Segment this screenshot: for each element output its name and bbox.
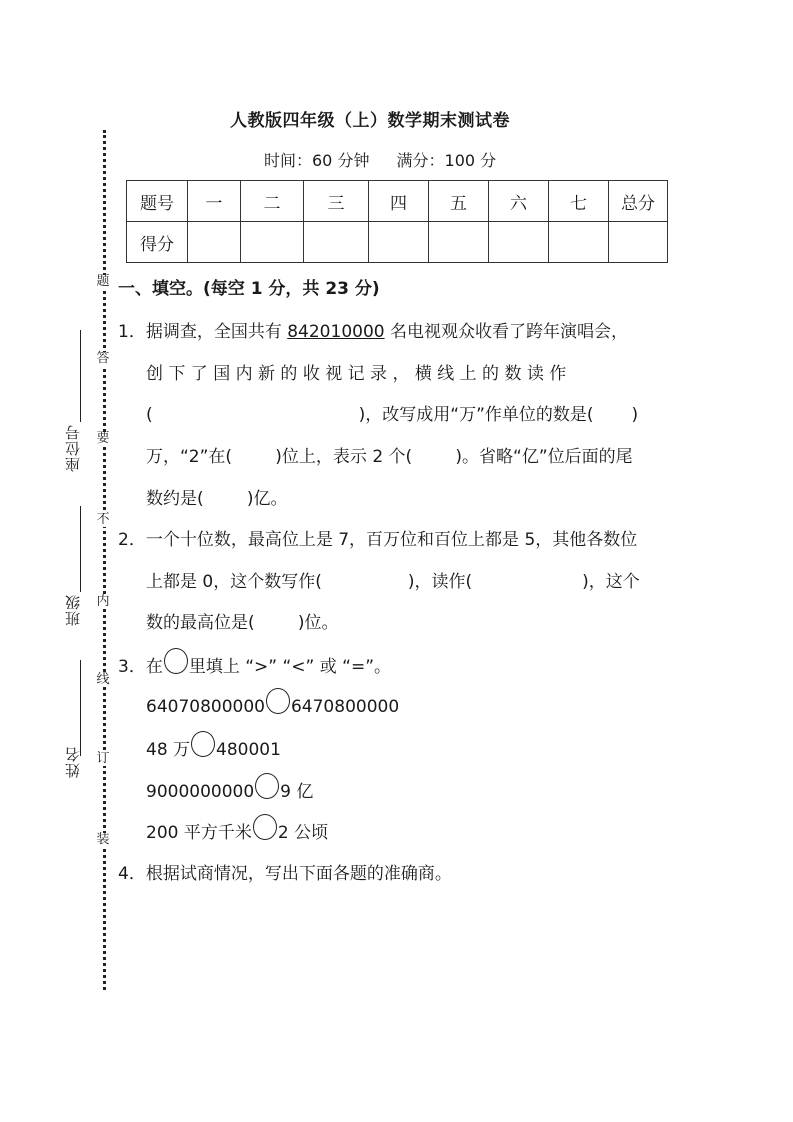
score-table-header-row — [127, 181, 668, 222]
compare-right: 2 公顷 — [277, 823, 329, 843]
score-cell[interactable] — [369, 222, 429, 263]
q2-line-1: 2．一个十位数，最高位上是 7，百万位和百位上都是 5，其他各数位 — [118, 530, 638, 550]
score-cell[interactable] — [429, 222, 489, 263]
page-title: 人教版四年级（上）数学期末测试卷 — [230, 111, 510, 131]
compare-row — [146, 735, 281, 763]
compare-right: 480001 — [216, 740, 281, 760]
q1-text: )，改写成用“万”作单位的数是( — [358, 405, 594, 425]
section-heading: 一、填空。(每空 1 分，共 23 分) — [118, 279, 380, 299]
compare-left: 64070800000 — [146, 697, 265, 717]
q4-line-1: 4．根据试商情况，写出下面各题的准确商。 — [118, 864, 452, 884]
compare-row — [146, 694, 399, 720]
exam-info — [264, 148, 518, 171]
q1-line-2: 创 下 了 国 内 新 的 收 视 记 录 ， 横 线 上 的 数 读 作 — [146, 364, 567, 384]
q2-line-2 — [146, 567, 640, 592]
q1-text: 1．据调查，全国共有 — [118, 322, 288, 342]
q1-number: 842010000 — [287, 322, 385, 342]
seat-number-label: 座位号 — [64, 424, 82, 472]
q2-text: 上都是 0，这个数写作( — [146, 572, 322, 592]
col-4: 四 — [369, 181, 429, 222]
compare-left: 48 万 — [146, 740, 191, 760]
name-label: 姓名 — [64, 746, 82, 778]
col-3: 三 — [304, 181, 369, 222]
q2-text: )，这个 — [582, 572, 640, 592]
col-5: 五 — [429, 181, 489, 222]
margin-char-4: 不 — [96, 512, 110, 527]
compare-circle[interactable] — [255, 773, 279, 799]
col-6: 六 — [489, 181, 549, 222]
score-cell[interactable] — [188, 222, 241, 263]
class-label: 班级 — [64, 594, 82, 626]
exam-full-score: 满分：100 分 — [396, 151, 497, 170]
row-label-question-number: 题号 — [127, 181, 188, 222]
col-2: 二 — [241, 181, 304, 222]
exam-time: 时间：60 分钟 — [264, 151, 370, 170]
margin-char-6: 线 — [96, 672, 110, 687]
row-label-score: 得分 — [127, 222, 188, 263]
q3-text: 里填上 “>” “<” 或 “=”。 — [188, 657, 392, 677]
compare-right: 9 亿 — [280, 782, 314, 802]
q1-paren: ) — [631, 405, 639, 425]
compare-left: 9000000000 — [146, 782, 255, 802]
margin-char-7: 订 — [96, 751, 110, 766]
score-cell[interactable] — [549, 222, 609, 263]
compare-right: 6470800000 — [290, 697, 400, 717]
class-fill-line[interactable] — [80, 506, 81, 592]
q1-line-1 — [118, 317, 628, 342]
margin-char-8: 装 — [96, 832, 110, 847]
score-table-score-row — [127, 222, 668, 263]
circle-icon — [164, 648, 188, 674]
compare-row — [146, 777, 313, 805]
margin-char-1: 题 — [96, 274, 110, 289]
col-1: 一 — [188, 181, 241, 222]
margin-char-5: 内 — [96, 594, 110, 609]
compare-circle[interactable] — [266, 688, 290, 714]
score-cell[interactable] — [241, 222, 304, 263]
q3-line-1 — [118, 652, 391, 680]
compare-circle[interactable] — [253, 814, 277, 840]
q1-paren: ( — [146, 405, 153, 425]
q2-line-3: 数的最高位是( )位。 — [146, 613, 339, 633]
score-cell[interactable] — [609, 222, 668, 263]
col-total: 总分 — [609, 181, 668, 222]
margin-char-3: 要 — [96, 431, 110, 446]
seat-number-fill-line[interactable] — [80, 330, 81, 422]
score-table — [126, 180, 668, 263]
margin-char-2: 答 — [96, 351, 110, 366]
name-fill-line[interactable] — [80, 660, 81, 756]
q1-text: 名电视观众收看了跨年演唱会， — [384, 322, 628, 342]
compare-row — [146, 818, 328, 846]
q1-line-3 — [146, 400, 638, 425]
q1-line-4: 万，“2”在( )位上，表示 2 个( )。省略“亿”位后面的尾 — [146, 447, 633, 467]
binding-dotted-line — [103, 130, 106, 990]
q2-text: )，读作( — [407, 572, 473, 592]
score-cell[interactable] — [304, 222, 369, 263]
compare-left: 200 平方千米 — [146, 823, 252, 843]
score-cell[interactable] — [489, 222, 549, 263]
q1-line-5: 数约是( )亿。 — [146, 489, 288, 509]
q3-text: 3．在 — [118, 657, 163, 677]
col-7: 七 — [549, 181, 609, 222]
compare-circle[interactable] — [191, 731, 215, 757]
